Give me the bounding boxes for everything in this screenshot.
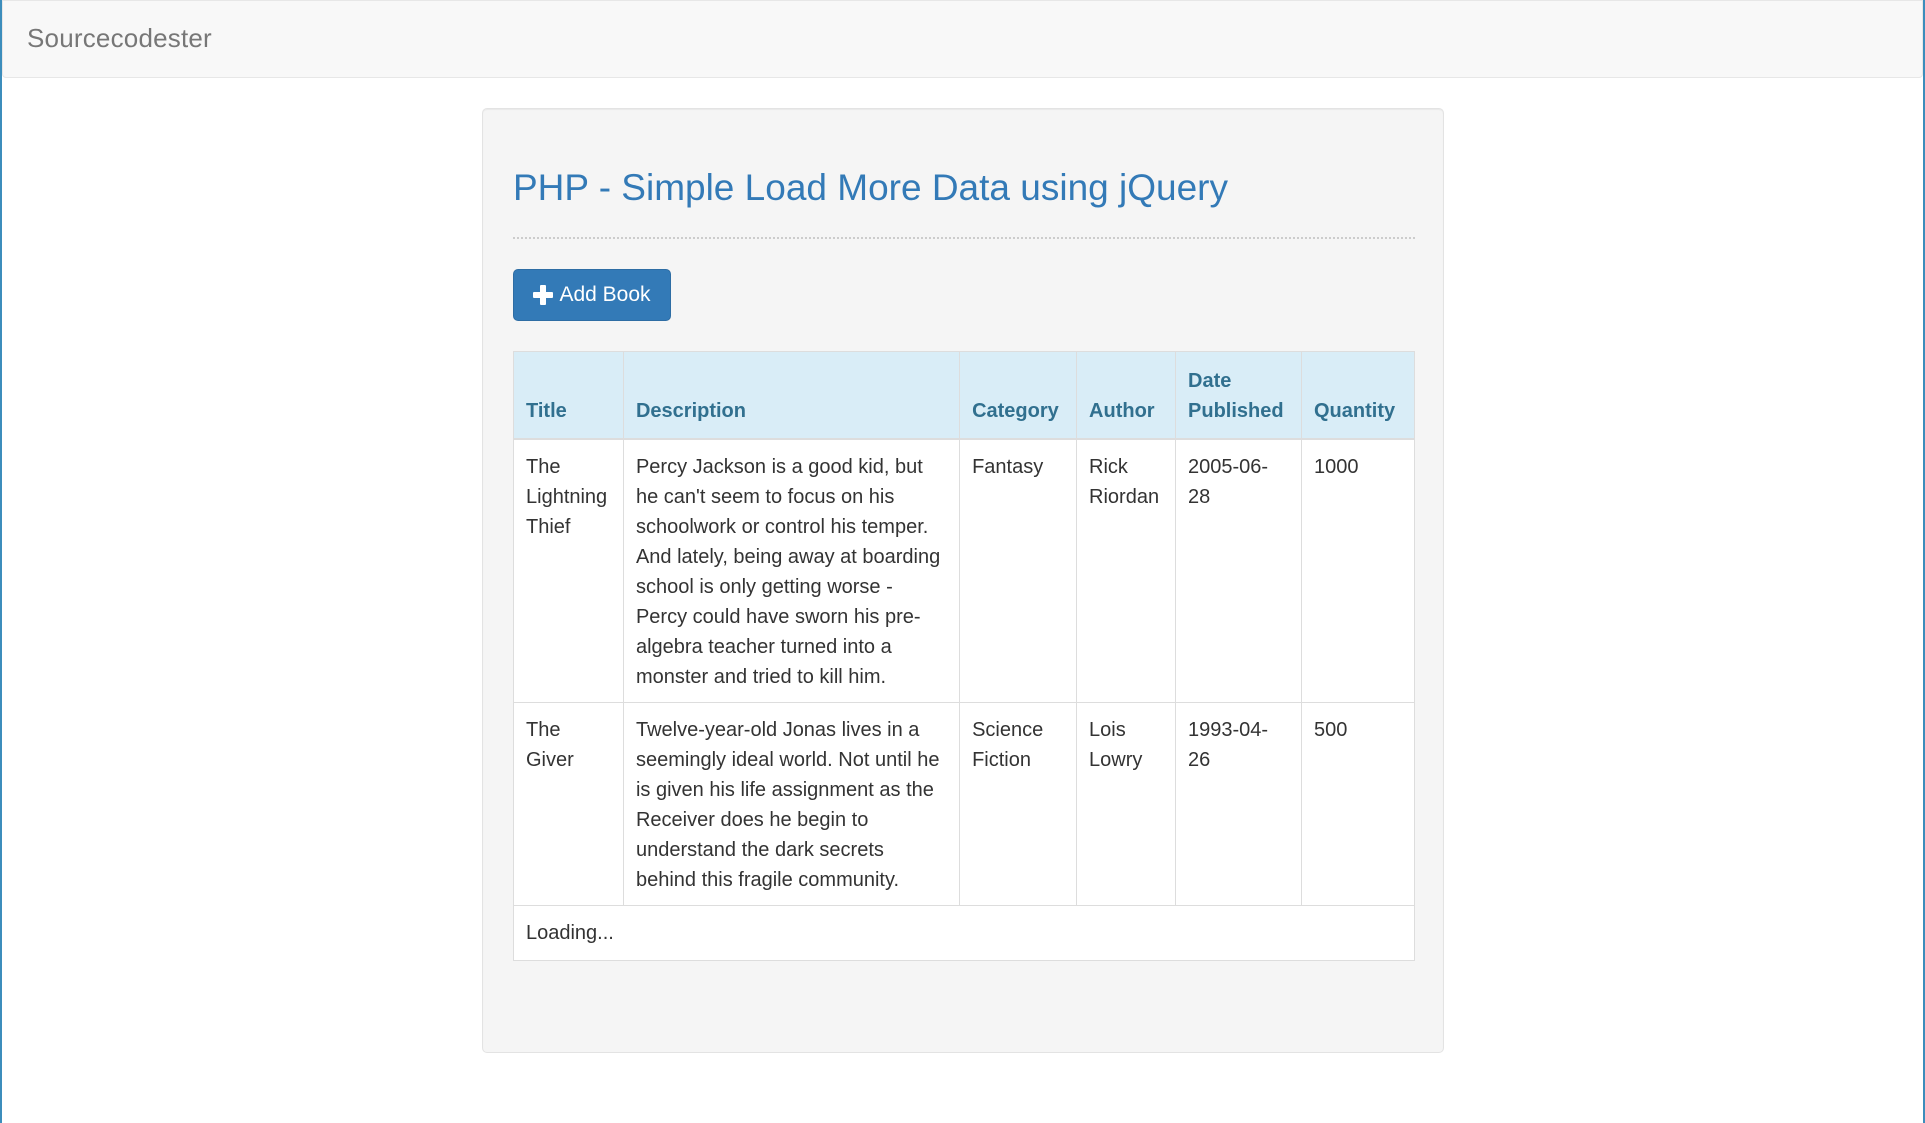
- header-description: Description: [623, 352, 959, 439]
- cell-category: Science Fiction: [960, 702, 1077, 905]
- page-title: PHP - Simple Load More Data using jQuery: [513, 167, 1228, 208]
- table-header-row: [514, 352, 1415, 439]
- content-well: [482, 108, 1444, 1053]
- header-title: Title: [514, 352, 624, 439]
- cell-title: The Lightning Thief: [514, 439, 624, 703]
- loading-row: [514, 905, 1415, 960]
- cell-description: Twelve-year-old Jonas lives in a seemingly ideal world. Not until he is given his life assignment as the Receiver does he begin to understand the dark secrets behind this fragile community.: [623, 702, 959, 905]
- cell-category: Fantasy: [960, 439, 1077, 703]
- cell-title: The Giver: [514, 702, 624, 905]
- navbar-brand[interactable]: Sourcecodester: [27, 23, 212, 53]
- table-row: [514, 702, 1415, 905]
- cell-author: Rick Riordan: [1077, 439, 1176, 703]
- header-date-published: Date Published: [1176, 352, 1302, 439]
- books-table: [513, 351, 1415, 961]
- cell-author: Lois Lowry: [1077, 702, 1176, 905]
- table-row: [514, 439, 1415, 703]
- cell-date-published: 2005-06-28: [1176, 439, 1302, 703]
- header-category: Category: [960, 352, 1077, 439]
- header-quantity: Quantity: [1301, 352, 1414, 439]
- cell-quantity: 1000: [1301, 439, 1414, 703]
- title-divider: [513, 237, 1415, 239]
- plus-icon: [533, 285, 553, 305]
- navbar: [2, 0, 1923, 78]
- add-book-button[interactable]: [513, 269, 671, 321]
- loading-indicator: Loading...: [514, 905, 1415, 960]
- cell-description: Percy Jackson is a good kid, but he can't seem to focus on his schoolwork or control his temper. And lately, being away at boarding school is only getting worse - Percy could have sworn his pre-algebra teacher turned into a monster and tried to kill him.: [623, 439, 959, 703]
- cell-date-published: 1993-04-26: [1176, 702, 1302, 905]
- cell-quantity: 500: [1301, 702, 1414, 905]
- add-book-label: Add Book: [559, 283, 651, 306]
- header-author: Author: [1077, 352, 1176, 439]
